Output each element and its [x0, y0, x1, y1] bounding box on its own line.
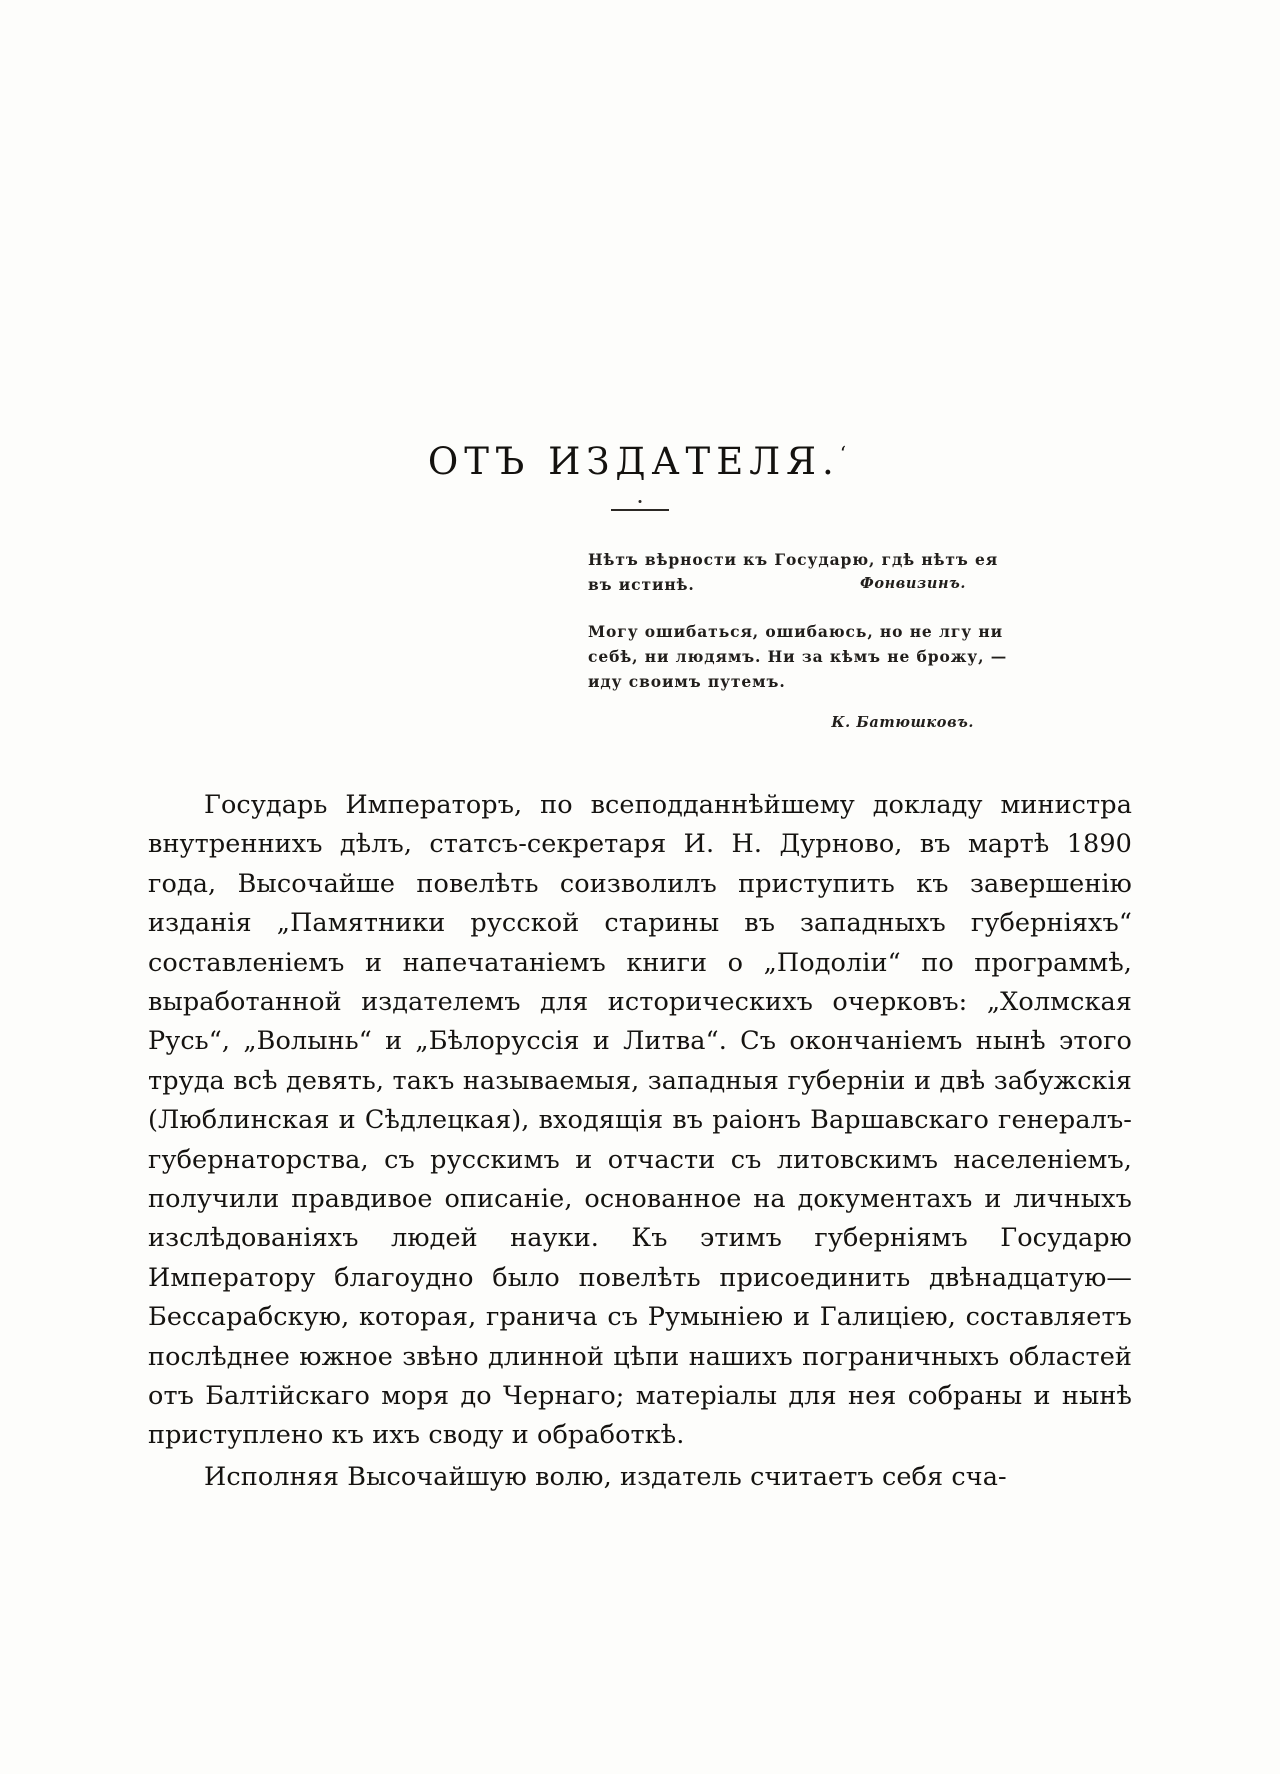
- epigraph-1: [588, 547, 1008, 597]
- divider-line: [611, 509, 669, 511]
- title-mark: ‘: [839, 441, 853, 466]
- page-title: [148, 440, 1132, 483]
- epigraph-1-attribution: Фонвизинъ.: [859, 575, 966, 593]
- page-content: [148, 0, 1132, 1497]
- epigraph-1-text: Нѣтъ вѣрности къ Государю, гдѣ нѣтъ ея въ истинѣ.: [588, 550, 999, 595]
- page-title-text: ОТЪ ИЗДАТЕЛЯ.: [427, 440, 840, 483]
- body-text: [148, 786, 1132, 1497]
- epigraph-2: [588, 619, 1008, 734]
- paragraph-2: Исполняя Высочайшую волю, издатель считаетъ себя сча-: [204, 1461, 1007, 1492]
- title-divider: [148, 509, 1132, 511]
- epigraph-block: [588, 547, 1008, 734]
- epigraph-2-text: Могу ошибаться, ошибаюсь, но не лгу ни себѣ, ни людямъ. Ни за кѣмъ не брожу, — иду своимъ путемъ.: [588, 622, 1008, 692]
- epigraph-2-attribution: К. Батюшковъ.: [831, 713, 974, 731]
- paragraph-1: Государь Императоръ, по всеподданнѣйшему докладу министра внутреннихъ дѣлъ, статсъ-секретаря И. Н. Дурново, въ мартѣ 1890 года, Высочайше повелѣть соизволилъ приступить къ завершенію изданія „Памятники русской старины въ западныхъ губерніяхъ“ составленіемъ и напечатаніемъ книги о „Подоліи“ по программѣ, выработанной издателемъ для историческихъ очерковъ: „Холмская Русь“, „Волынь“ и „Бѣлоруссія и Литва“. Съ окончаніемъ нынѣ этого труда всѣ девять, такъ называемыя, западныя губерніи и двѣ забужскія (Люблинская и Сѣдлецкая), входящія въ раіонъ Варшавскаго генералъ-губернаторства, съ русскимъ и отчасти съ литовскимъ населеніемъ, получили правдивое описаніе, основанное на документахъ и личныхъ изслѣдованіяхъ людей науки. Къ этимъ губерніямъ Государю Императору благоудно было повелѣть присоединить двѣнадцатую—Бессарабскую, которая, гранича съ Румыніею и Галиціею, составляетъ послѣднее южное звѣно длинной цѣпи нашихъ пограничныхъ областей отъ Балтійскаго моря до Чернаго; матеріалы для нея собраны и нынѣ приступлено къ ихъ своду и обработкѣ.: [148, 790, 1132, 1451]
